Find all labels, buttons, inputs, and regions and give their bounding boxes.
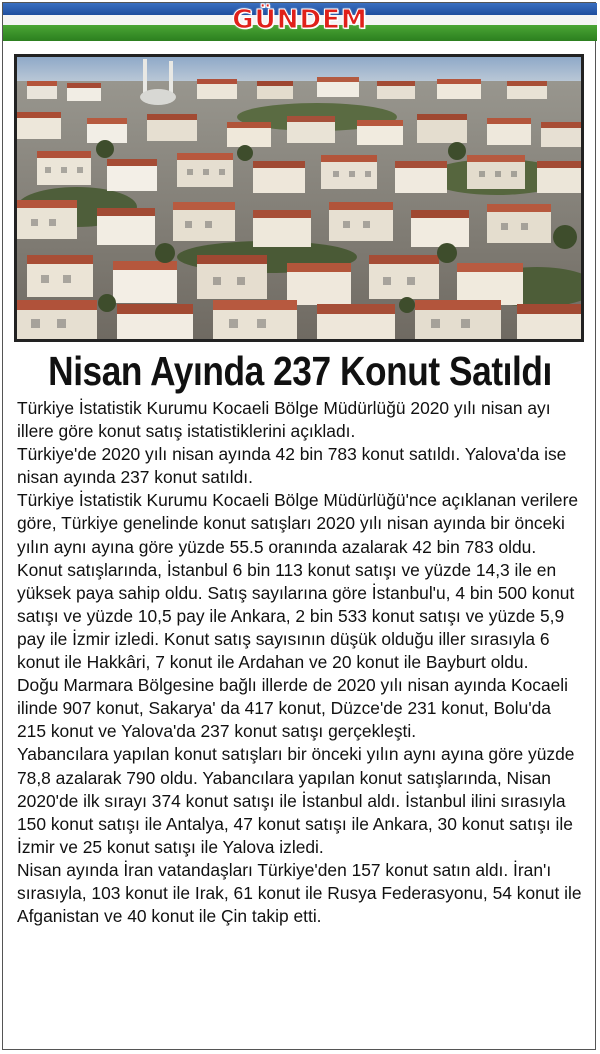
article-paragraph: Türkiye İstatistik Kurumu Kocaeli Bölge Müdürlüğü'nce açıklanan verilere göre, Türkiye genelinde konut satışları 2020 yılı nisan ayında bir önceki yılın aynı ayına göre yüzde 55.5 oranında azalarak 42 bin 783 oldu. Konut satışlarında, İstanbul 6 bin 113 konut satışı ve yüzde 14,3 ile en yüksek paya sahip oldu. Satış sayılarına göre İstanbul'u, 4 bin 500 konut satışı ve yüzde 10,5 pay ile Ankara, 2 bin 533 konut satışı ve yüzde 5,9 pay ile İzmir izledi. Konut satış sayısının düşük olduğu iller sırasıyla 6 konut ile Hakkâri, 7 konut ile Ardahan ve 20 konut ile Bayburt oldu.	[17, 490, 579, 673]
section-banner	[3, 3, 597, 41]
headline: Nisan Ayında 237 Konut Satıldı	[48, 348, 552, 394]
article-paragraph: Nisan ayında İran vatandaşları Türkiye'den 157 konut satın aldı. İran'ı sırasıyla, 103 konut ile Irak, 61 konut ile Rusya Federasyonu, 54 konut ile Afganistan ve 40 konut ile Çin takip etti.	[17, 859, 582, 927]
section-title: GÜNDEM	[232, 5, 368, 35]
article-paragraph: Türkiye'de 2020 yılı nisan ayında 42 bin 783 konut satıldı. Yalova'da ise nisan ayında 237 konut satıldı.	[17, 444, 567, 488]
cityscape-image	[17, 57, 581, 339]
article-paragraph: Türkiye İstatistik Kurumu Kocaeli Bölge Müdürlüğü 2020 yılı nisan ayı illere göre konut satış istatistiklerini açıkladı.	[17, 398, 551, 442]
article-paragraph: Yabancılara yapılan konut satışları bir önceki yılın aynı ayına göre yüzde 78,8 azalarak 790 oldu. Yabancılara yapılan konut satışlarında, Nisan 2020'de ilk sırayı 374 konut satışı ile İstanbul aldı. İstanbul ilini sırasıyla 150 konut satışı ile Antalya, 47 konut satışı ile Ankara, 30 konut satışı ile İzmir ve 25 konut satışı ile Yalova izledi.	[17, 744, 575, 857]
article-body	[17, 397, 583, 928]
news-photo	[14, 54, 584, 342]
article-paragraph: Doğu Marmara Bölgesine bağlı illerde de 2020 yılı nisan ayında Kocaeli ilinde 907 konut, Sakarya' da 417 konut, Düzce'de 231 konut, Bolu'da 215 konut ve Yalova'da 237 konut satışı gerçekleşti.	[17, 675, 569, 742]
